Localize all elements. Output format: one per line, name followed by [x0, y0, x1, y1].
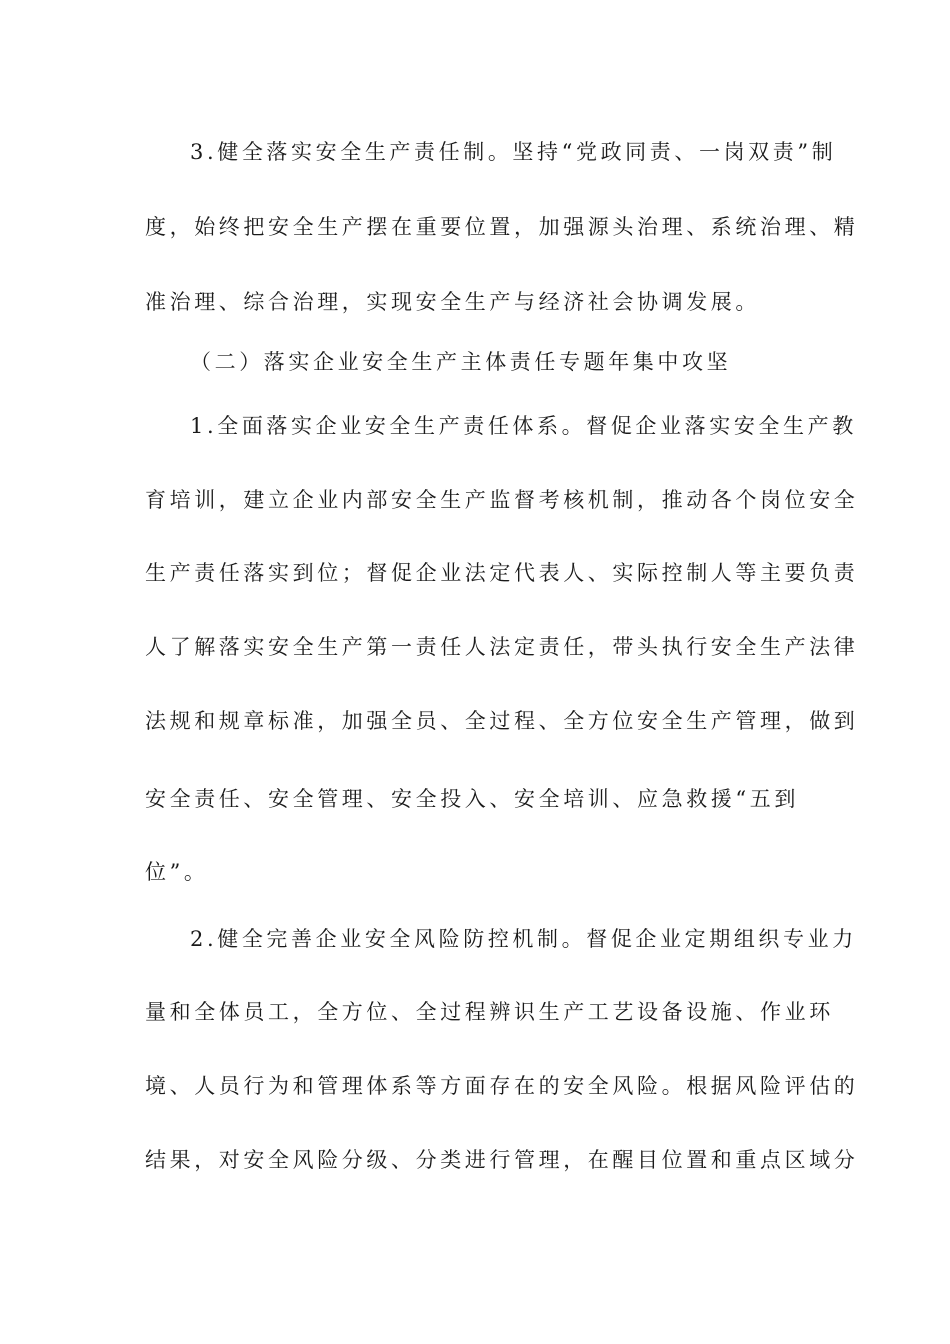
paragraph-line: 位”。	[145, 860, 209, 884]
paragraph-line: 境、人员行为和管理体系等方面存在的安全风险。根据风险评估的	[145, 1074, 859, 1098]
section-heading: （二）落实企业安全生产主体责任专题年集中攻坚	[190, 350, 732, 374]
paragraph-line: 法规和规章标准，加强全员、全过程、全方位安全生产管理，做到	[145, 709, 859, 733]
paragraph-line: 2.健全完善企业安全风险防控机制。督促企业定期组织专业力	[190, 927, 857, 951]
paragraph-line: 人了解落实安全生产第一责任人法定责任，带头执行安全生产法律	[145, 635, 859, 659]
paragraph-line: 量和全体员工，全方位、全过程辨识生产工艺设备设施、作业环	[145, 1000, 834, 1024]
paragraph-line: 度，始终把安全生产摆在重要位置，加强源头治理、系统治理、精	[145, 215, 859, 239]
paragraph-line: 1.全面落实企业安全生产责任体系。督促企业落实安全生产教	[190, 414, 857, 438]
paragraph-line: 结果，对安全风险分级、分类进行管理，在醒目位置和重点区域分	[145, 1148, 859, 1172]
paragraph-line: 3.健全落实安全生产责任制。坚持“党政同责、一岗双责”制	[190, 140, 837, 164]
paragraph-line: 生产责任落实到位；督促企业法定代表人、实际控制人等主要负责	[145, 561, 859, 585]
paragraph-line: 育培训，建立企业内部安全生产监督考核机制，推动各个岗位安全	[145, 488, 859, 512]
paragraph-line: 安全责任、安全管理、安全投入、安全培训、应急救援“五到	[145, 787, 799, 811]
paragraph-line: 准治理、综合治理，实现安全生产与经济社会协调发展。	[145, 290, 760, 314]
